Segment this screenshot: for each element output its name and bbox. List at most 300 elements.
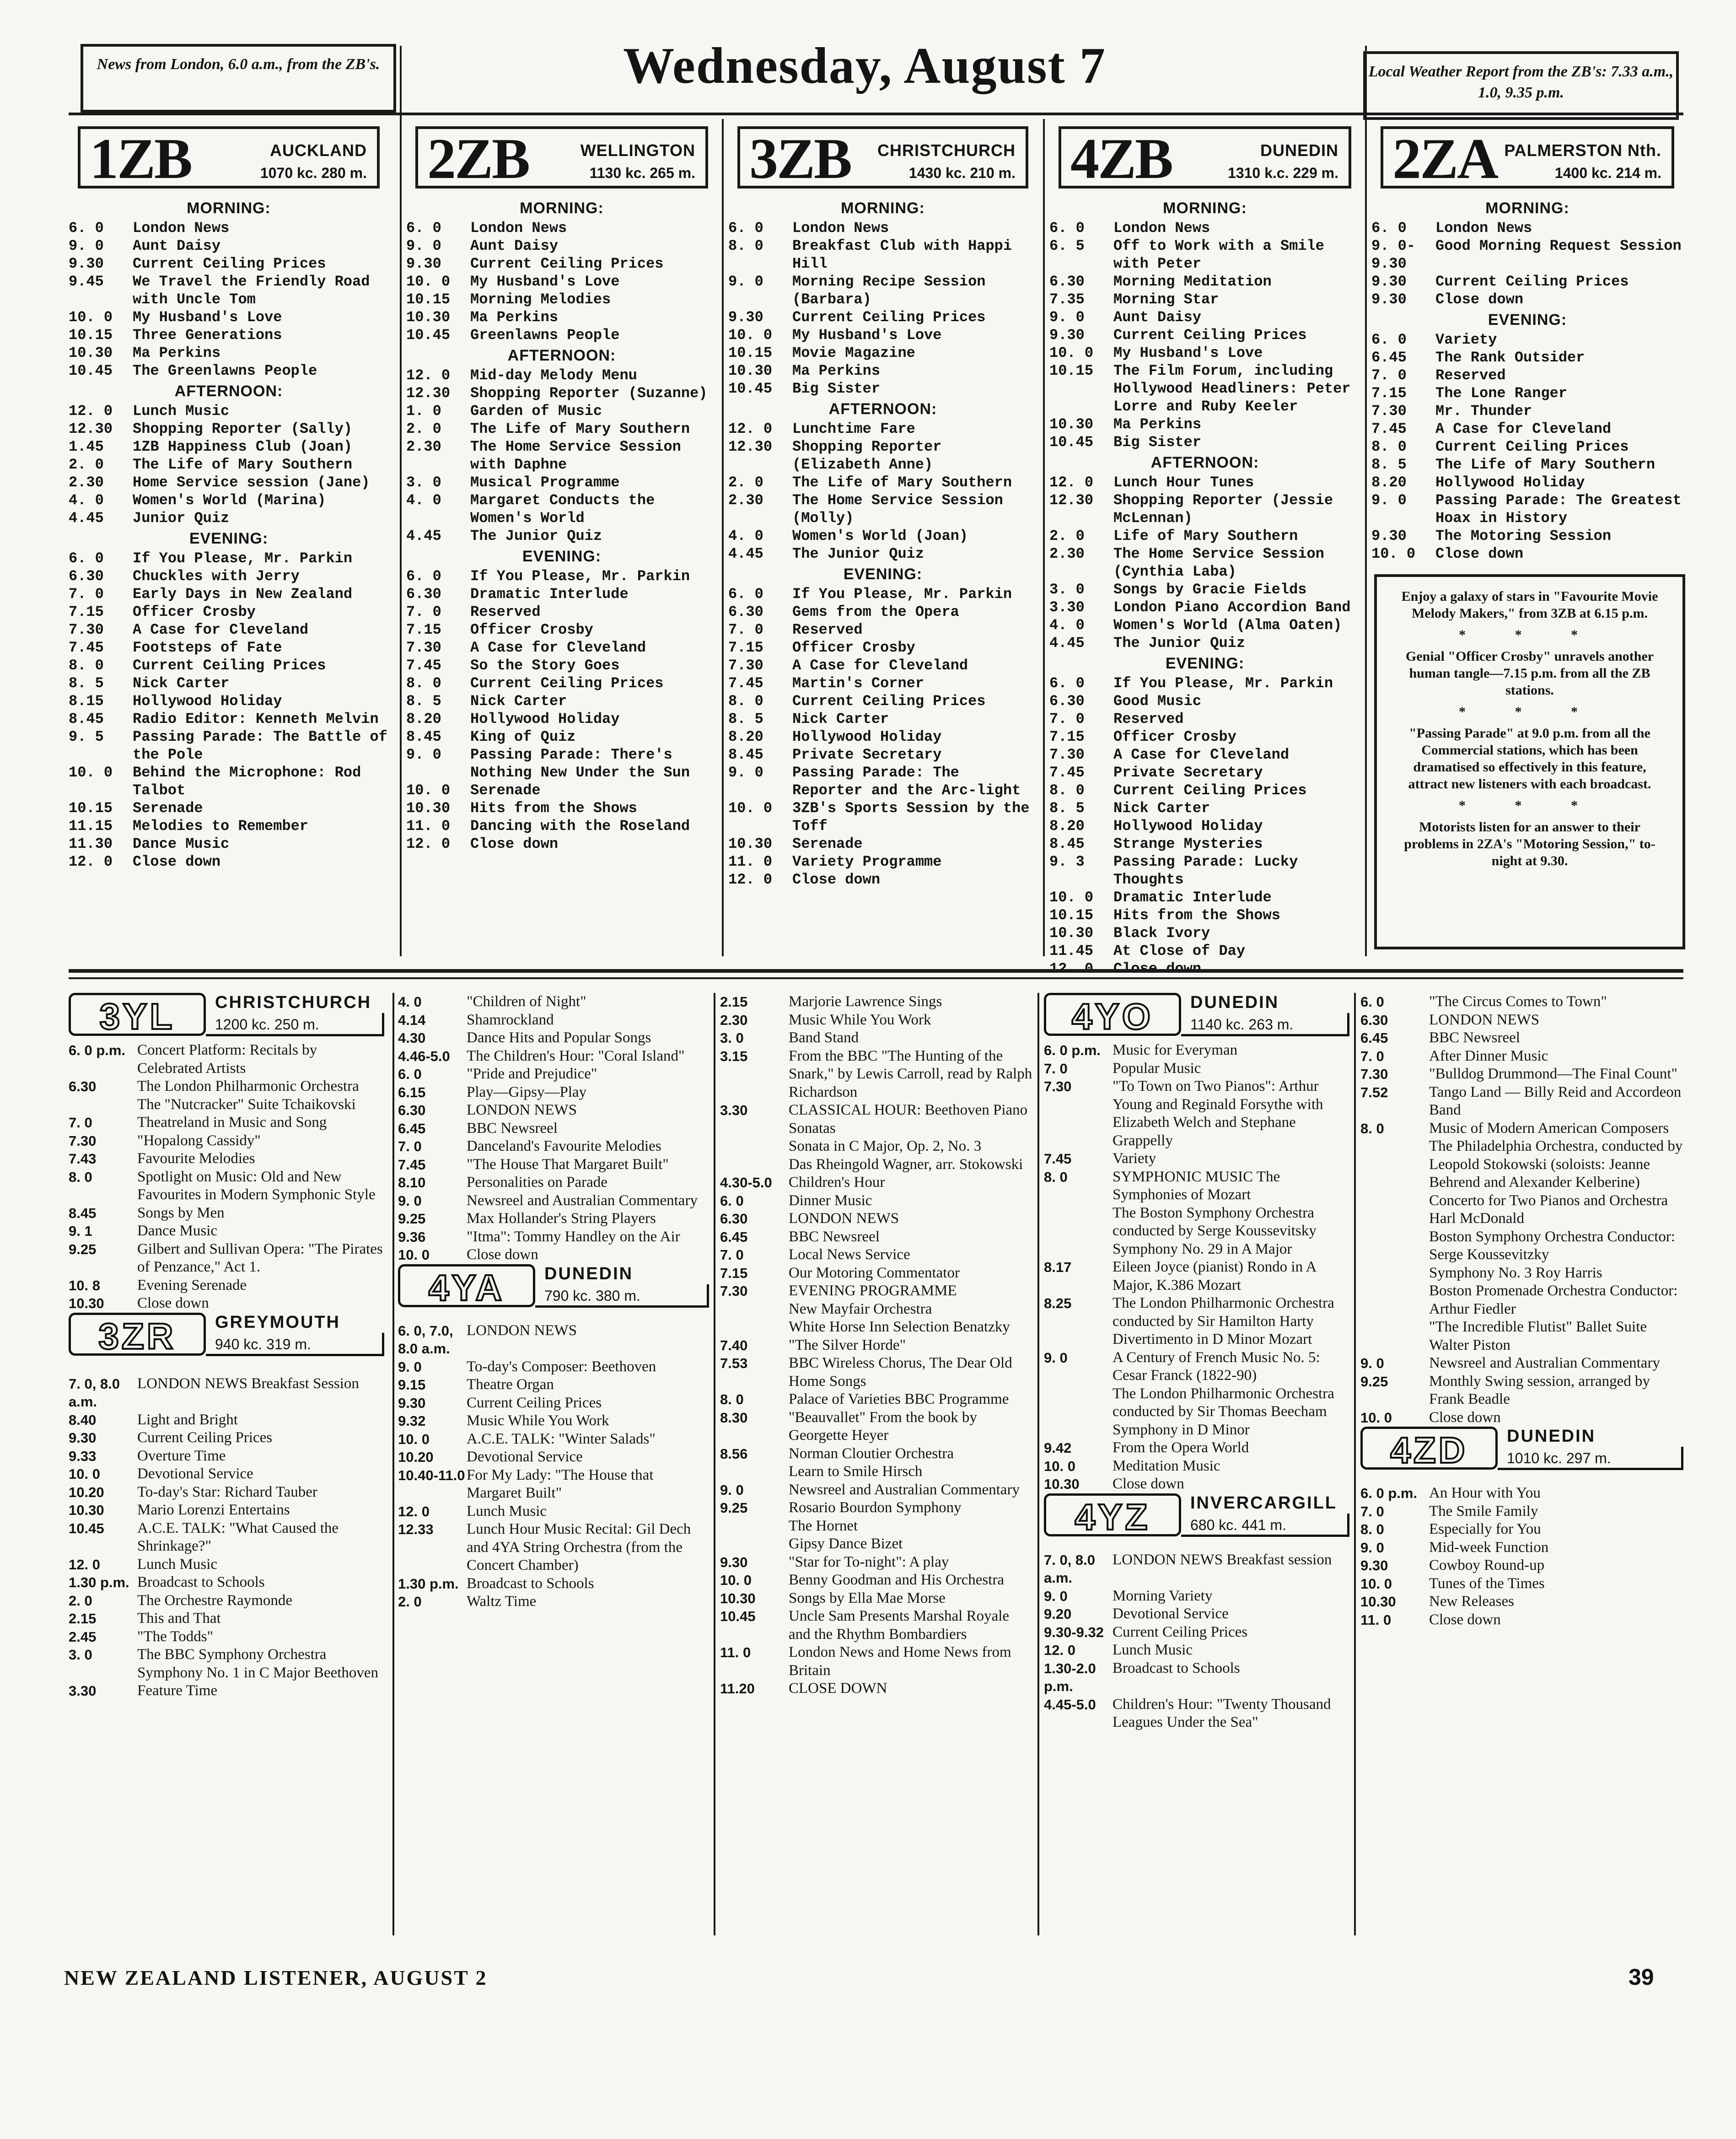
time: 3.30	[720, 1102, 748, 1118]
section-heading: EVENING:	[843, 566, 923, 583]
time: 6.45	[1360, 1030, 1388, 1046]
time: 3. 0	[69, 1647, 92, 1663]
station-call-sign: 3ZR	[69, 1313, 206, 1356]
schedule-column	[398, 993, 709, 1611]
programme: BBC Newsreel	[1429, 1029, 1520, 1046]
programme: Play—Gipsy—Play	[467, 1083, 587, 1100]
schedule-item	[1360, 1192, 1683, 1228]
programme: Music While You Work	[467, 1412, 609, 1429]
time: 9.45	[69, 273, 104, 290]
programme: "Pride and Prejudice"	[467, 1066, 597, 1082]
station-logo	[1360, 1427, 1683, 1471]
time: 12. 0	[69, 1556, 100, 1573]
schedule-item	[69, 585, 389, 603]
programme: Lunch Music	[137, 1556, 218, 1573]
time: 8. 0	[1360, 1120, 1384, 1137]
schedule-item	[69, 1592, 384, 1610]
station-city: WELLINGTON	[580, 141, 695, 160]
schedule-item	[1049, 835, 1360, 853]
schedule-item	[69, 402, 389, 420]
programme: Ma Perkins	[1113, 416, 1202, 433]
programme: Dinner Music	[789, 1192, 872, 1209]
schedule-item	[1049, 817, 1360, 835]
schedule-item	[1049, 219, 1360, 237]
programme: Local News Service	[789, 1246, 910, 1263]
time: 9. 0	[398, 1192, 422, 1209]
station-city: DUNEDIN	[1260, 141, 1338, 160]
programme: The Life of Mary Southern	[1435, 456, 1655, 473]
time: 4.45	[69, 510, 104, 527]
time: 10.45	[69, 362, 113, 379]
schedule-item	[398, 1412, 709, 1430]
news-note-box	[81, 44, 396, 113]
programme: "The Todds"	[137, 1628, 214, 1645]
programme: Garden of Music	[470, 403, 602, 420]
programme: Close down	[470, 835, 559, 852]
programme: Movie Magazine	[792, 345, 915, 361]
time: 6. 0 p.m.	[1044, 1042, 1101, 1058]
time: 9.42	[1044, 1440, 1072, 1456]
time: 10.30	[406, 309, 451, 326]
time: 4.46-5.0	[398, 1048, 450, 1064]
programme: Eileen Joyce (pianist) Rondo in A Major, K.386 Mozart	[1113, 1259, 1316, 1293]
schedule-item	[69, 1294, 384, 1313]
station-logo	[398, 1264, 709, 1308]
programme: Current Ceiling Prices	[470, 255, 664, 272]
programme: Martin's Corner	[792, 675, 924, 692]
time: 10. 0	[69, 1466, 100, 1482]
time: 7. 0	[69, 586, 104, 603]
programme: Officer Crosby	[133, 603, 256, 620]
time	[1044, 1204, 1113, 1259]
time: 7.15	[406, 621, 441, 638]
star-divider: * * *	[1459, 704, 1601, 719]
programme: Shopping Reporter (Sally)	[133, 420, 353, 437]
time: 12.33	[398, 1521, 434, 1537]
weather-note-box	[1363, 51, 1679, 120]
time: 10.15	[69, 327, 113, 344]
schedule-column	[1049, 197, 1360, 978]
programme: Close down	[467, 1246, 538, 1263]
schedule-item	[1049, 942, 1360, 960]
programme: Lunch Music	[467, 1503, 547, 1519]
schedule-item	[720, 1571, 1033, 1589]
station-header-2zb	[415, 126, 708, 189]
schedule-item	[1044, 1551, 1349, 1587]
programme: Ma Perkins	[792, 362, 881, 379]
time: 4.45-5.0	[1044, 1696, 1096, 1713]
programme: To-day's Star: Richard Tauber	[137, 1483, 317, 1500]
time: 9. 3	[1049, 853, 1085, 870]
schedule-item	[69, 1168, 384, 1204]
time	[69, 1096, 137, 1114]
time: 7. 0	[1049, 711, 1085, 727]
programme: Dance Music	[133, 835, 230, 852]
time: 4. 0	[1049, 617, 1085, 634]
time: 10. 0	[1049, 889, 1094, 906]
time: 2.30	[406, 438, 441, 455]
programme: Good Music	[1113, 693, 1202, 710]
schedule-item	[398, 993, 709, 1011]
programme: Tunes of the Times	[1429, 1575, 1545, 1592]
time: 6. 0	[398, 1066, 422, 1082]
schedule-column	[69, 993, 384, 1700]
schedule-item	[398, 1466, 709, 1503]
schedule-item	[728, 585, 1037, 603]
time: 6.45	[720, 1228, 748, 1245]
schedule-item	[1044, 1457, 1349, 1476]
station-frequency: 1010 kc. 297 m.	[1507, 1450, 1611, 1466]
programme: A Case for Cleveland	[792, 657, 968, 674]
time: 9. 0	[398, 1358, 422, 1375]
programme: Serenade	[470, 782, 541, 799]
star-divider: * * *	[1459, 627, 1601, 642]
schedule-item	[720, 1047, 1033, 1102]
schedule-item	[728, 728, 1037, 746]
schedule-item	[69, 835, 389, 853]
schedule-item	[398, 1047, 709, 1066]
programme: "The House That Margaret Built"	[467, 1156, 669, 1173]
schedule-item	[1049, 326, 1360, 344]
programme: Nick Carter	[133, 675, 230, 692]
schedule-item	[728, 710, 1037, 728]
station-frequency: 1310 k.c. 229 m.	[1228, 165, 1338, 181]
programme: My Husband's Love	[1113, 345, 1263, 361]
time: 9.25	[720, 1500, 748, 1516]
section-heading: MORNING:	[520, 199, 604, 217]
programme: Close down	[1435, 291, 1524, 308]
programme: Footsteps of Fate	[133, 639, 282, 656]
programme: Close down	[133, 853, 221, 870]
schedule-item	[406, 603, 717, 621]
schedule-item	[1049, 362, 1360, 415]
programme: A.C.E. TALK: "What Caused the Shrinkage?"	[137, 1519, 339, 1554]
schedule-item	[728, 362, 1037, 380]
page-number: 39	[1629, 1964, 1654, 1990]
programme: From the BBC "The Hunting of the Snark," by Lewis Carroll, read by Ralph Richardson	[789, 1047, 1032, 1100]
programme: Feature Time	[137, 1682, 218, 1699]
programme: EVENING PROGRAMME	[789, 1282, 957, 1299]
time: 4.45	[406, 528, 441, 544]
schedule-item	[406, 273, 717, 291]
programme: Close down	[1429, 1611, 1501, 1628]
schedule-item	[1371, 474, 1683, 491]
time	[69, 1664, 137, 1682]
station-frequency: 680 kc. 441 m.	[1190, 1516, 1286, 1533]
schedule-item	[1044, 1696, 1349, 1732]
programme: Aunt Daisy	[133, 237, 221, 254]
time: 9.30	[720, 1554, 748, 1570]
spacer	[1044, 1542, 1349, 1551]
schedule-item	[69, 219, 389, 237]
time: 7.30	[1044, 1078, 1072, 1094]
schedule-item	[69, 764, 389, 799]
time	[1360, 1264, 1429, 1282]
schedule-item	[720, 1643, 1033, 1680]
programme: Gilbert and Sullivan Opera: "The Pirates of Penzance," Act 1.	[137, 1240, 383, 1275]
schedule-item	[398, 1322, 709, 1358]
programme: Morning Meditation	[1113, 273, 1272, 290]
station-header-2za	[1381, 126, 1674, 189]
programme: Dramatic Interlude	[470, 586, 629, 603]
programme: Newsreel and Australian Commentary	[467, 1192, 698, 1209]
programme: London News	[792, 220, 889, 237]
schedule-item	[720, 1607, 1033, 1643]
time: 1.30 p.m.	[398, 1575, 459, 1592]
promo-text: Enjoy a galaxy of stars in "Favourite Movie Melody Makers," from 3ZB at 6.15 p.m.	[1401, 589, 1658, 621]
programme: Learn to Smile Hirsch	[789, 1463, 923, 1480]
schedule-item	[728, 746, 1037, 764]
programme: The BBC Symphony Orchestra	[137, 1646, 327, 1663]
schedule-item	[720, 1264, 1033, 1282]
programme: After Dinner Music	[1429, 1047, 1548, 1064]
promo-text: Motorists listen for an answer to their problems in 2ZA's "Motoring Session," to-night at 9.30.	[1404, 819, 1655, 868]
programme: Close down	[137, 1295, 209, 1311]
time	[720, 1300, 789, 1319]
time	[1360, 1282, 1429, 1318]
schedule-item	[69, 1573, 384, 1592]
schedule-item	[69, 1465, 384, 1483]
programme: Mr. Thunder	[1435, 403, 1532, 420]
station-call-sign: 2ZA	[1392, 127, 1498, 191]
time: 10.30	[1360, 1594, 1396, 1610]
schedule-item	[1049, 674, 1360, 692]
schedule-item	[406, 621, 717, 639]
time: 9. 0	[1044, 1349, 1068, 1366]
programme: Waltz Time	[467, 1593, 537, 1610]
time: 7.30	[1049, 746, 1085, 763]
programme: Uncle Sam Presents Marshal Royale and the Rhythm Bombardiers	[789, 1608, 1010, 1643]
time: 7.30	[69, 1132, 97, 1149]
schedule-item	[69, 1375, 384, 1411]
programme: For My Lady: "The House that Margaret Built"	[467, 1466, 654, 1501]
time: 7. 0	[728, 621, 763, 638]
schedule-item	[69, 603, 389, 621]
station-call-sign: 3ZB	[749, 127, 851, 191]
schedule-item	[69, 1628, 384, 1646]
programme: Benny Goodman and His Orchestra	[789, 1572, 1005, 1588]
time: 10. 0	[69, 764, 113, 781]
station-city: CHRISTCHURCH	[877, 141, 1016, 160]
programme: The Hornet	[789, 1517, 858, 1534]
schedule-item	[398, 1376, 709, 1394]
column-rule	[722, 119, 724, 956]
schedule-item	[728, 853, 1037, 871]
schedule-item	[69, 1240, 384, 1277]
schedule-item	[69, 710, 389, 728]
time: 6. 0	[1049, 220, 1085, 237]
time: 12. 0	[728, 871, 773, 888]
schedule-item	[728, 326, 1037, 344]
programme: Hollywood Holiday	[133, 693, 282, 710]
schedule-item	[1049, 924, 1360, 942]
time: 10.15	[1049, 362, 1094, 379]
programme: My Husband's Love	[470, 273, 620, 290]
programme: Reserved	[1435, 367, 1506, 384]
time: 6.45	[1371, 349, 1407, 366]
schedule-item	[69, 1114, 384, 1132]
programme: Life of Mary Southern	[1113, 528, 1298, 544]
schedule-item	[1049, 781, 1360, 799]
time: 8. 5	[728, 711, 763, 727]
time: 8.30	[720, 1409, 748, 1426]
schedule-item	[1044, 1060, 1349, 1078]
time: 6.30	[69, 1078, 97, 1094]
schedule-item	[406, 728, 717, 746]
programme: "The Incredible Flutist" Ballet Suite Walter Piston	[1429, 1319, 1647, 1353]
time: 8. 0	[720, 1391, 744, 1407]
time: 10.30	[1049, 925, 1094, 942]
schedule-item	[398, 1192, 709, 1210]
programme: London Piano Accordion Band	[1113, 599, 1351, 616]
time: 6. 0, 7.0, 8.0 a.m.	[398, 1322, 453, 1357]
time: 4. 0	[406, 492, 441, 509]
schedule-item	[69, 1096, 384, 1114]
schedule-item	[728, 764, 1037, 799]
schedule-item	[69, 1556, 384, 1574]
programme: Divertimento in D Minor Mozart	[1113, 1331, 1312, 1347]
schedule-item	[1049, 692, 1360, 710]
star-divider: * * *	[1459, 798, 1601, 813]
schedule-item	[398, 1174, 709, 1192]
time: 10.40-11.0	[398, 1467, 465, 1483]
schedule-item	[720, 1156, 1033, 1174]
time: 11.20	[720, 1681, 755, 1697]
schedule-item	[69, 438, 389, 456]
schedule-item	[1049, 889, 1360, 906]
programme: Dramatic Interlude	[1113, 889, 1272, 906]
time: 2. 0	[728, 474, 763, 491]
schedule-item	[720, 1445, 1033, 1463]
time: 9.30	[1371, 273, 1407, 290]
column-rule	[1037, 993, 1039, 1935]
time: 10. 0	[1360, 1409, 1392, 1426]
schedule-item	[69, 1447, 384, 1466]
schedule-item	[406, 255, 717, 273]
time: 7.15	[69, 603, 104, 620]
time: 8.40	[69, 1412, 97, 1428]
schedule-item	[728, 219, 1037, 237]
time: 1.45	[69, 438, 104, 455]
time: 9. 0	[406, 746, 441, 763]
time: 1.30-2.0 p.m.	[1044, 1660, 1096, 1694]
time	[720, 1463, 789, 1481]
schedule-item	[1360, 1373, 1683, 1409]
station-call-sign: 4YZ	[1044, 1493, 1181, 1536]
programme: Hits from the Shows	[1113, 907, 1280, 924]
time: 3. 0	[720, 1030, 744, 1046]
schedule-item	[720, 1499, 1033, 1517]
programme: Meditation Music	[1113, 1457, 1220, 1474]
schedule-item	[1360, 1011, 1683, 1029]
programme: Symphony in D Minor	[1113, 1421, 1250, 1438]
programme: "The Silver Horde"	[789, 1336, 906, 1353]
schedule-item	[720, 1354, 1033, 1390]
time: 10.30	[1049, 416, 1094, 433]
time: 7.45	[69, 639, 104, 656]
schedule-item	[1360, 1409, 1683, 1427]
programme: Dance Music	[137, 1223, 218, 1239]
time: 10. 0	[1049, 345, 1094, 361]
time: 10. 0	[398, 1247, 430, 1263]
schedule-item	[720, 1336, 1033, 1355]
schedule-item	[406, 567, 717, 585]
station-city: AUCKLAND	[270, 141, 367, 160]
programme: Songs by Ella Mae Morse	[789, 1589, 946, 1606]
schedule-item	[1044, 1150, 1349, 1168]
programme: Aunt Daisy	[470, 237, 559, 254]
schedule-item	[1360, 1503, 1683, 1521]
time: 3.15	[720, 1048, 748, 1064]
schedule-item	[720, 1174, 1033, 1192]
programme: Passing Parade: The Greatest Hoax in History	[1435, 492, 1682, 527]
schedule-item	[1371, 291, 1683, 308]
time: 7.45	[728, 675, 763, 692]
station-frequency: 1400 kc. 214 m.	[1554, 165, 1661, 181]
programme: The Life of Mary Southern	[470, 420, 690, 437]
programme: Women's World (Alma Oaten)	[1113, 617, 1342, 634]
schedule-item	[1049, 634, 1360, 652]
time: 9.30	[69, 1430, 97, 1446]
time: 11. 0	[406, 818, 451, 835]
programme: Theatreland in Music and Song	[137, 1114, 327, 1131]
schedule-item	[69, 491, 389, 509]
station-city: CHRISTCHURCH	[215, 993, 372, 1012]
programme: Devotional Service	[137, 1466, 253, 1482]
schedule-item	[720, 1300, 1033, 1319]
section-heading: AFTERNOON:	[507, 347, 616, 364]
programme: "Bulldog Drummond—The Final Count"	[1429, 1066, 1678, 1082]
schedule-item	[69, 728, 389, 764]
schedule-item	[398, 1156, 709, 1174]
schedule-item	[728, 438, 1037, 474]
schedule-item	[728, 603, 1037, 621]
schedule-item	[406, 781, 717, 799]
schedule-item	[69, 255, 389, 273]
time: 8. 5	[406, 693, 441, 710]
time: 8.45	[406, 728, 441, 745]
schedule-item	[69, 639, 389, 657]
programme: The Film Forum, including Hollywood Headliners: Peter Lorre and Ruby Keeler	[1113, 362, 1351, 415]
time: 6. 0	[728, 220, 763, 237]
promo-text: Genial "Officer Crosby" unravels another human tangle—7.15 p.m. from all the ZB stations.	[1405, 649, 1654, 698]
column-rule	[392, 993, 394, 1935]
schedule-item	[69, 1610, 384, 1628]
section-heading: EVENING:	[1165, 655, 1245, 672]
programme: A Case for Cleveland	[470, 639, 646, 656]
station-logo	[69, 993, 384, 1037]
time	[1360, 1318, 1429, 1354]
schedule-item	[406, 710, 717, 728]
time: 10. 0	[69, 309, 113, 326]
schedule-column	[69, 197, 389, 871]
schedule-item	[1049, 474, 1360, 491]
schedule-item	[406, 384, 717, 402]
schedule-item	[69, 1222, 384, 1240]
schedule-item	[1049, 728, 1360, 746]
time: 10. 0	[1371, 545, 1416, 562]
station-frequency: 1140 kc. 263 m.	[1190, 1016, 1294, 1033]
time: 7.30	[1360, 1066, 1388, 1082]
programme: Passing Parade: The Reporter and the Arc-light	[792, 764, 1021, 799]
programme: Morning Recipe Session (Barbara)	[792, 273, 986, 308]
programme: London News	[470, 220, 567, 237]
time: 10.45	[720, 1608, 756, 1624]
schedule-item	[69, 621, 389, 639]
programme: London News	[1113, 220, 1210, 237]
time: 3. 0	[1049, 581, 1085, 598]
column-rule	[714, 993, 715, 1935]
